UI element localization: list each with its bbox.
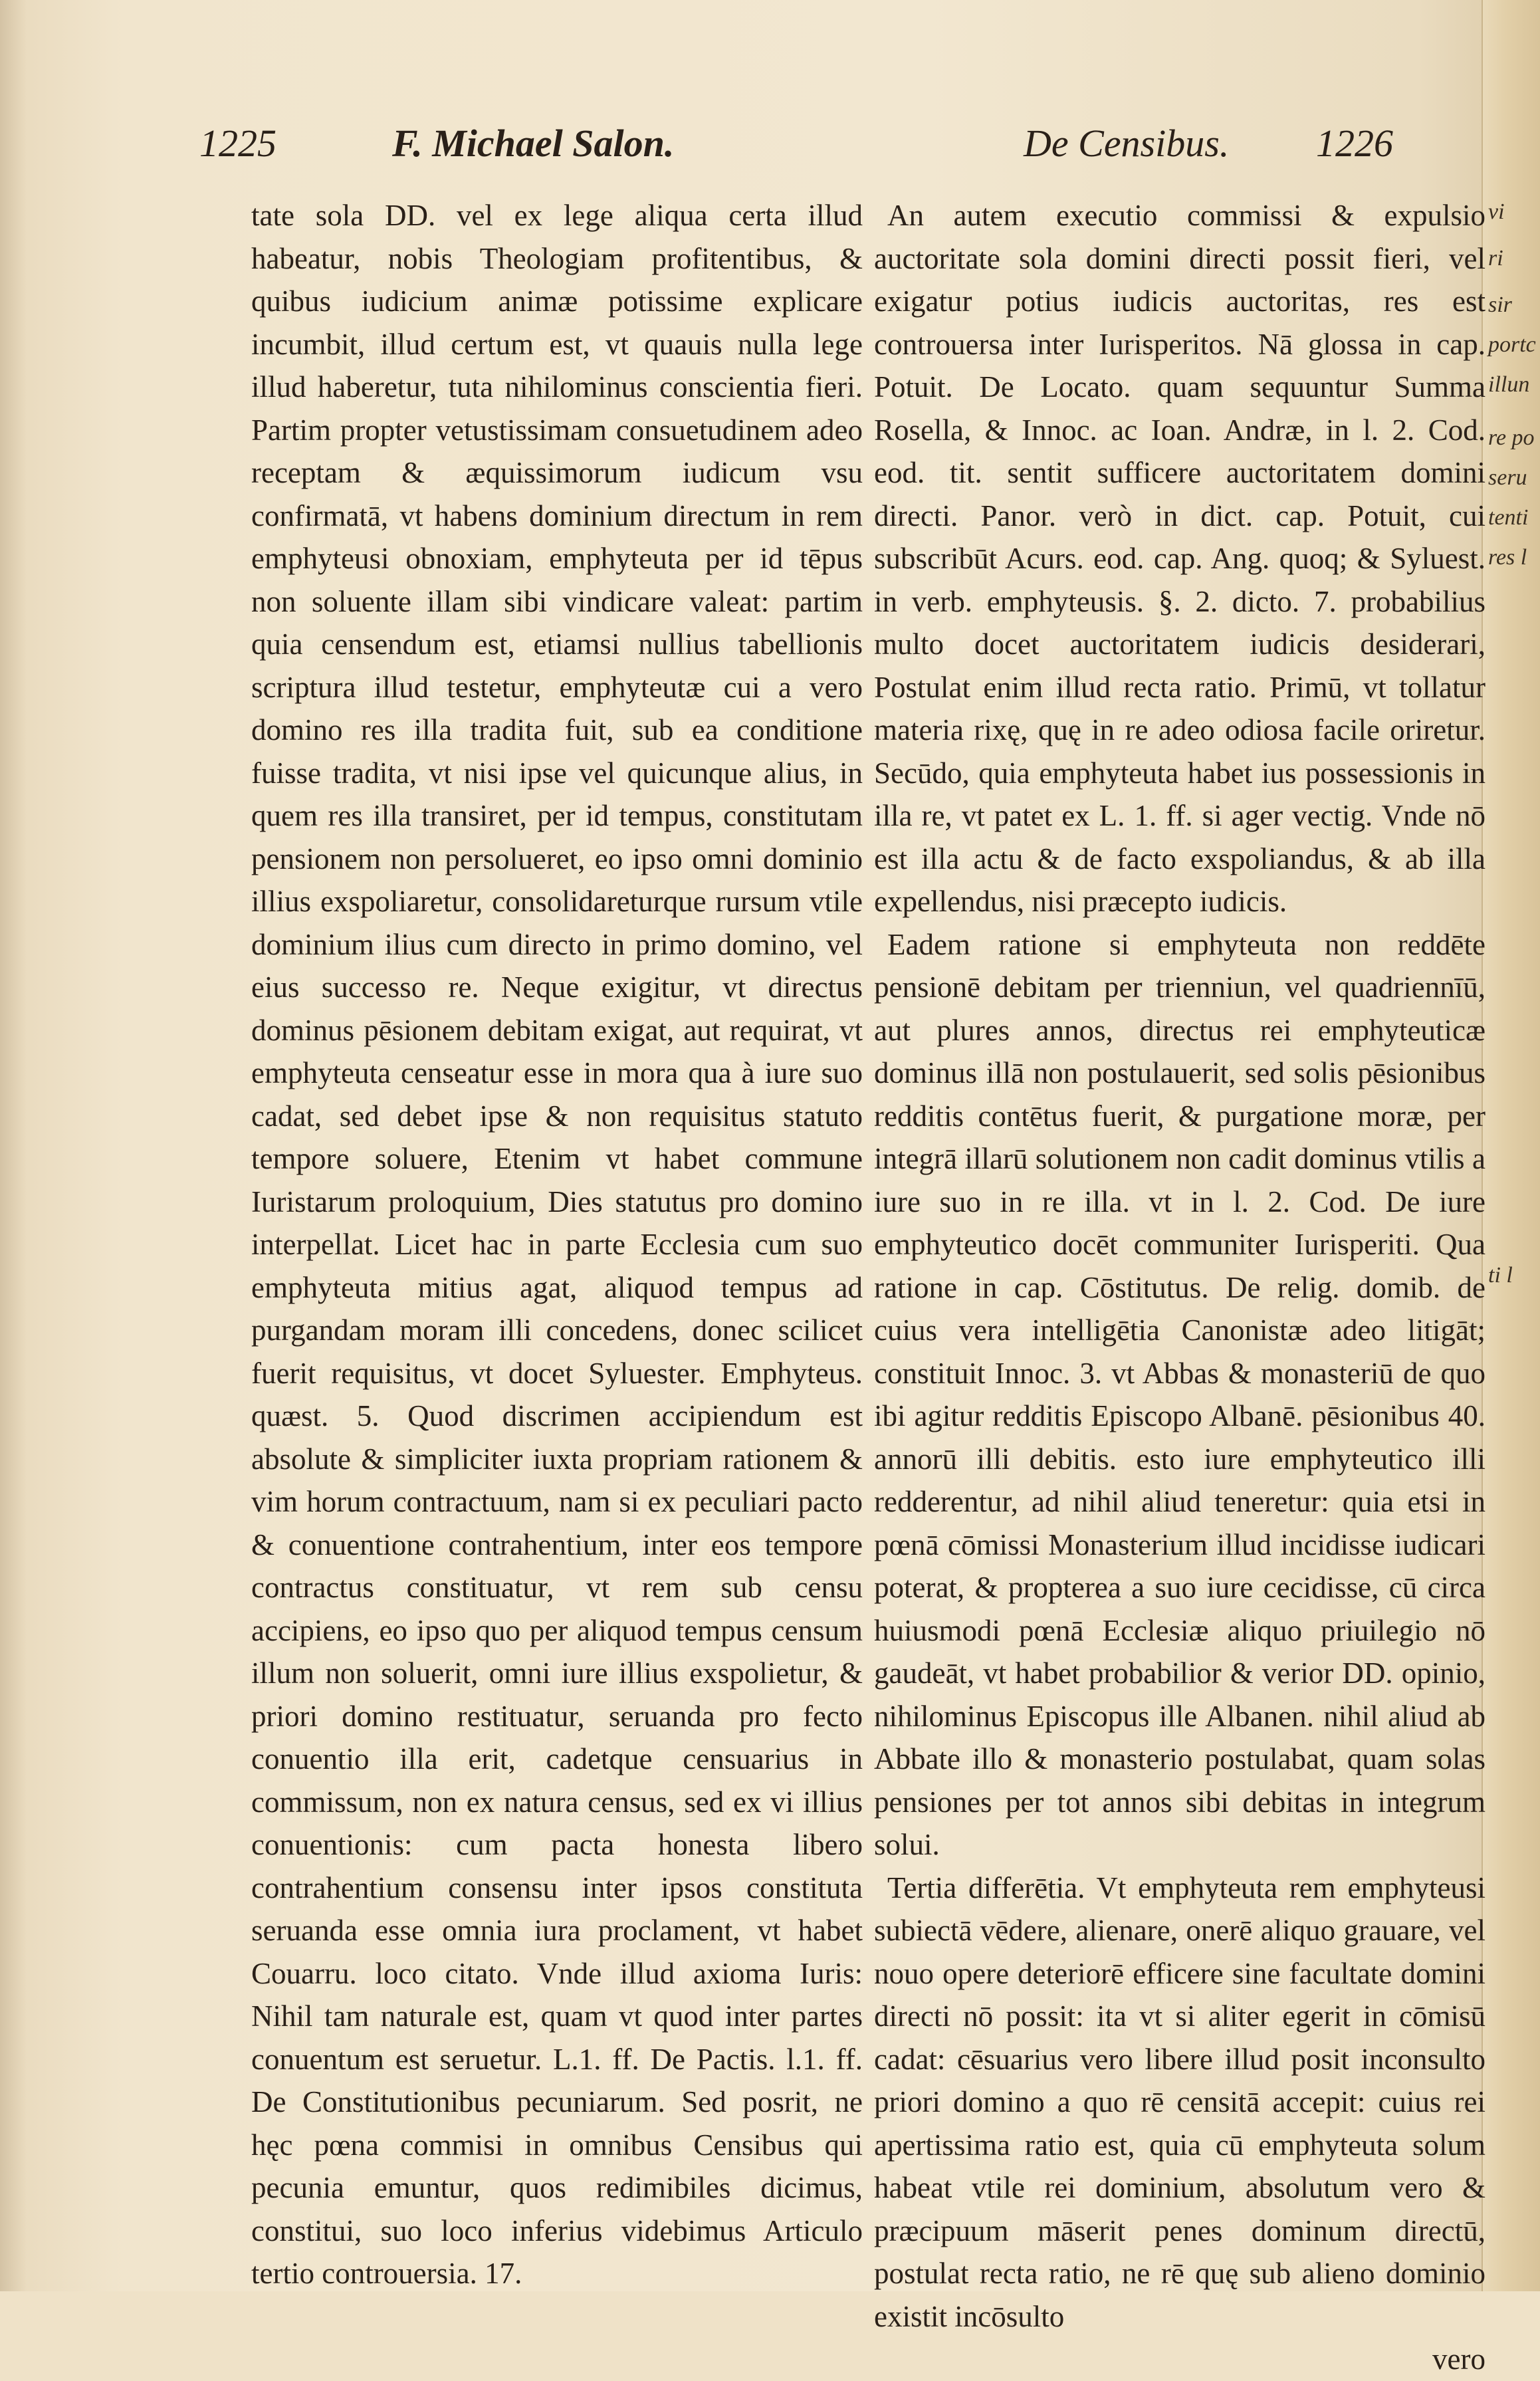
running-title-left: F. Michael Salon. [392,122,675,165]
paragraph: Eadem ratione si emphyteuta non reddēte pensionē debitam per trienniun, vel quadriennīū, aut plures annos, directus rei emphyteuticæ dominus illā non postulauerit, sed solis pēsionibus redditis contētus fuerit, & purgatione moræ, per integrā illarū solutionem non cadit dominus vtilis a iure suo in re illa. vt in l. 2. Cod. De iure emphyteutico docēt communiter Iurisperiti. Qua ratione in cap. Cōstitutus. De relig. domib. de cuius vera intelligētia Canonistæ adeo litigāt; constituit Innoc. 3. vt Abbas & monasteriū de quo ibi agitur redditis Episcopo Albanē. pēsionibus 40. annorū illi debitis. esto iure emphyteutico illi redderentur, ad nihil aliud teneretur: quia etsi in pœnā cōmissi Monasterium illud incidisse iudicari poterat, & propterea a suo iure cecidisse, cū circa huiusmodi pœnā Ecclesiæ aliquo priuilegio nō gaudeāt, vt habet probabilior & verior DD. opinio, nihilominus Episcopus ille Albanen. nihil aliud ab Abbate illo & monasterio postulabat, quam solas pensiones per tot annos sibi debitas in integrum solui. [874,927,1485,1861]
page-number-right: 1226 [1316,122,1393,165]
paragraph: An autem executio commissi & expulsio auctoritate sola domini directi possit fieri, vel exigatur potius iudicis auctoritas, res est controuersa inter Iurisperitos. Nā glossa in cap. Potuit. De Locato. quam sequuntur Summa Rosella, & Innoc. ac Ioan. Andræ, in l. 2. Cod. eod. tit. sentit sufficere auctoritatem domini directi. Panor. verò in dict. cap. Potuit, cui subscribūt Acurs. eod. cap. Ang. quoq; & Syluest. in verb. emphyteusis. §. 2. dicto. 7. probabilius multo docet auctoritatem iudicis desiderari, Postulat enim illud recta ratio. Primū, vt tollatur materia rixę, quę in re adeo odiosa facile oriretur. Secūdo, quia emphyteuta habet ius possessionis in illa re, vt patet ex L. 1. ff. si ager vectig. Vnde nō est illa actu & de facto exspoliandus, & ab illa expellendus, nisi præcepto iudicis. [874,199,1485,918]
edge-fragment: vi [1488,199,1505,224]
paragraph: Tertia differētia. Vt emphyteuta rem emphyteusi subiectā vēdere, alienare, onerē aliquo grauare, vel nouo opere deteriorē efficere sine facultate domini directi nō possit: ita vt si aliter egerit in cōmisū cadat: cēsuarius vero libere illud posit inconsulto priori domino a quo rē censitā accepit: cuius rei apertissima ratio est, quia cū emphyteuta solum habeat vtile rei dominium, absolutum vero & præcipuum māserit penes dominum directū, postulat recta ratio, ne rē quę sub alieno dominio existit incōsulto [874,1871,1485,2333]
running-title-right: De Censibus. [1024,122,1230,165]
page-number-left: 1225 [199,122,276,165]
edge-fragment: re po [1488,425,1535,450]
gutter-shadow [0,0,27,2291]
edge-fragment: seru [1488,465,1527,490]
right-column [874,194,1485,2381]
edge-fragment: ri [1488,246,1503,271]
running-header [199,121,1396,174]
edge-fragment: sir [1488,292,1512,317]
edge-fragment: illun [1488,372,1530,397]
edge-fragment: portc [1488,332,1536,357]
edge-fragment: ti l [1488,1263,1513,1288]
left-column [251,194,863,2295]
catchword: vero [1432,2342,1485,2376]
edge-fragment: res l [1488,545,1527,570]
paragraph: tate sola DD. vel ex lege aliqua certa illud habeatur, nobis Theologiam profitentibus, & quibus iudicium animæ potissime explicare incumbit, illud certum est, vt quauis nulla lege illud haberetur, tuta nihilominus conscientia fieri. Partim propter vetustissimam consuetudinem adeo receptam & æquissimorum iudicum vsu confirmatā, vt habens dominium directum in rem emphyteusi obnoxiam, emphyteuta per id tēpus non soluente illam sibi vindicare valeat: partim quia censendum est, etiamsi nullius tabellionis scriptura illud testetur, emphyteutæ cui a vero domino res illa tradita fuit, sub ea conditione fuisse tradita, vt nisi ipse vel quicunque alius, in quem res illa transiret, per id tempus, constitutam pensionem non persolueret, eo ipso omni dominio illius exspoliaretur, consolidareturque rursum vtile dominium ilius cum directo in primo domino, vel eius successo re. Neque exigitur, vt directus dominus pēsionem debitam exigat, aut requirat, vt emphyteuta censeatur esse in mora qua à iure suo cadat, sed debet ipse & non requisitus statuto tempore soluere, Etenim vt habet commune Iuristarum proloquium, Dies statutus pro domino interpellat. Licet hac in parte Ecclesia cum suo emphyteuta mitius agat, aliquod tempus ad purgandam moram illi concedens, donec scilicet fuerit requisitus, vt docet Syluester. Emphyteus. quæst. 5. Quod discrimen accipiendum est absolute & simpliciter iuxta propriam rationem & vim horum contractuum, nam si ex peculiari pacto & conuentione contrahentium, inter eos tempore contractus constituatur, vt rem sub censu accipiens, eo ipso quo per aliquod tempus censum illum non soluerit, omni iure illius exspolietur, & priori domino restituatur, seruanda pro fecto conuentio illa erit, cadetque censuarius in commissum, non ex natura census, sed ex vi illius conuentionis: cum pacta honesta libero contrahentium consensu inter ipsos constituta seruanda esse omnia iura proclament, vt habet Couarru. loco citato. Vnde illud axioma Iuris: Nihil tam naturale est, quam vt quod inter partes conuentum est seruetur. L.1. ff. De Pactis. l.1. ff. De Constitutionibus pecuniarum. Sed posrit, ne hęc pœna commisi in omnibus Censibus qui pecunia emuntur, quos redimibiles dicimus, constitui, suo loco inferius videbimus Articulo tertio controuersia. 17. [251,199,863,2290]
edge-fragment: tenti [1488,505,1529,530]
